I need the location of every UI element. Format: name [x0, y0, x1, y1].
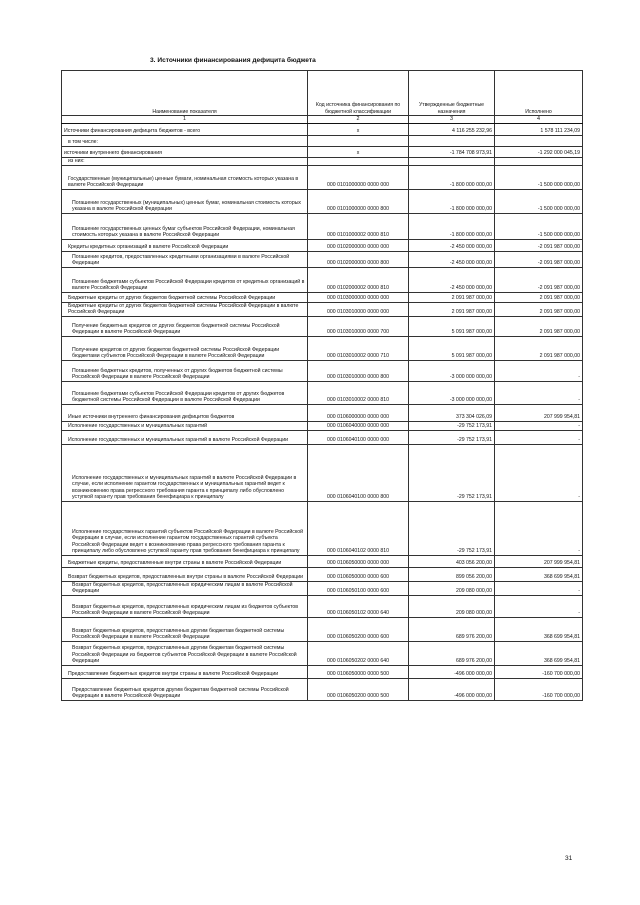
source-code: 000 0103010002 0000 810 [308, 381, 409, 404]
approved-amount: -2 450 000 000,00 [409, 267, 495, 292]
table-row [62, 336, 583, 360]
executed-amount: 207 999 954,81 [495, 555, 583, 567]
source-code [308, 157, 409, 165]
approved-amount: -29 752 173,91 [409, 444, 495, 501]
source-code: 000 0106050202 0000 640 [308, 641, 409, 665]
executed-amount: - [495, 381, 583, 404]
approved-amount: 2 091 987 000,00 [409, 292, 495, 302]
indicator-name: Погашение государственных ценных бумаг субъектов Российской Федерации, номинальная стоимость которых указана в валюте Российской Федерации [62, 213, 308, 239]
indicator-name: Возврат бюджетных кредитов, предоставленных юридическим лицам из бюджетов субъектов Российской Федерации в валюте Российской Федерации [62, 595, 308, 617]
approved-amount: 209 080 000,00 [409, 581, 495, 595]
indicator-name: источники внутреннего финансирования [62, 146, 308, 157]
indicator-name: Исполнение государственных и муниципальных гарантий в валюте Российской Федерации в случае, если исполнение гарантом государственных и муниципальных гарантий ведет к возникновению права регрессного требования гаранта к принципалу либо обусловлено уступкой гаранту прав требования бенефициара к принципалу [62, 444, 308, 501]
indicator-name: Возврат бюджетных кредитов, предоставленных другим бюджетам бюджетной системы Российской Федерации в валюте Российской Федерации [62, 617, 308, 641]
executed-amount: 368 699 954,81 [495, 617, 583, 641]
source-code: 000 0106040000 0000 000 [308, 421, 409, 430]
approved-amount: -1 800 000 000,00 [409, 213, 495, 239]
approved-amount: -1 784 708 973,91 [409, 146, 495, 157]
source-code: 000 0102000000 0000 000 [308, 239, 409, 251]
approved-amount [409, 135, 495, 146]
executed-amount: - [495, 444, 583, 501]
table-row [62, 165, 583, 189]
approved-amount: 373 304 026,09 [409, 404, 495, 421]
executed-amount: -2 091 987 000,00 [495, 239, 583, 251]
approved-amount: 689 976 200,00 [409, 641, 495, 665]
indicator-name: Возврат бюджетных кредитов, предоставленных юридическим лицам в валюте Российской Федерации [62, 581, 308, 595]
source-code: 000 0103010002 0000 710 [308, 336, 409, 360]
executed-amount [495, 157, 583, 165]
executed-amount: -1 500 000 000,00 [495, 189, 583, 213]
table-row [62, 292, 583, 302]
table-row [62, 617, 583, 641]
executed-amount: -160 700 000,00 [495, 665, 583, 678]
source-code: 000 0101000000 0000 000 [308, 165, 409, 189]
approved-amount: 899 056 200,00 [409, 567, 495, 581]
source-code: 000 0106050200 0000 500 [308, 678, 409, 700]
source-code: 000 0106040102 0000 810 [308, 501, 409, 555]
approved-amount: -1 800 000 000,00 [409, 165, 495, 189]
source-code: 000 0101000000 0000 800 [308, 189, 409, 213]
source-code: x [308, 123, 409, 135]
executed-amount: - [495, 421, 583, 430]
approved-amount: -496 000 000,00 [409, 678, 495, 700]
executed-amount: -1 292 000 045,19 [495, 146, 583, 157]
approved-amount: -3 000 000 000,00 [409, 381, 495, 404]
approved-amount: -1 800 000 000,00 [409, 189, 495, 213]
executed-amount: - [495, 501, 583, 555]
indicator-name: Источники финансирования дефицита бюджетов - всего [62, 123, 308, 135]
table-row [62, 641, 583, 665]
table-row [62, 146, 583, 157]
approved-amount: 4 116 255 232,96 [409, 123, 495, 135]
table-row [62, 316, 583, 336]
source-code: 000 0101000002 0000 810 [308, 213, 409, 239]
source-code: 000 0106050102 0000 640 [308, 595, 409, 617]
column-number: 3 [409, 116, 495, 124]
indicator-name: Иные источники внутреннего финансирования дефицитов бюджетов [62, 404, 308, 421]
source-code: 000 0106050200 0000 600 [308, 617, 409, 641]
approved-amount [409, 157, 495, 165]
approved-amount: -496 000 000,00 [409, 665, 495, 678]
indicator-name: Погашение бюджетами субъектов Российской Федерации кредитов от кредитных организаций в валюте Российской Федерации [62, 267, 308, 292]
source-code: 000 0103010000 0000 700 [308, 316, 409, 336]
approved-amount: 403 056 200,00 [409, 555, 495, 567]
executed-amount: -1 500 000 000,00 [495, 165, 583, 189]
section-title: 3. Источники финансирования дефицита бюджета [150, 57, 316, 64]
table-row [62, 123, 583, 135]
table-row [62, 404, 583, 421]
page-number: 31 [565, 855, 573, 862]
indicator-name: Исполнение государственных гарантий субъектов Российской Федерации в валюте Российской Федерации в случае, если исполнение гарантом государственных гарантий субъекта Российской Федерации ведет к возникновению права регрессного требования гаранта к принципалу либо обусловлено уступкой гаранту прав требования бенефициара к принципалу [62, 501, 308, 555]
table-column-numbers-row [62, 116, 583, 124]
table-row [62, 567, 583, 581]
executed-amount: - [495, 430, 583, 444]
indicator-name: Погашение бюджетных кредитов, полученных от других бюджетов бюджетной системы Российской Федерации в валюте Российской Федерации [62, 360, 308, 381]
header-approved: Утвержденные бюджетные назначения [409, 71, 495, 116]
table-row [62, 678, 583, 700]
table-row [62, 444, 583, 501]
indicator-name: Предоставление бюджетных кредитов другим бюджетам бюджетной системы Российской Федерации в валюте Российской Федерации [62, 678, 308, 700]
source-code: 000 0106040100 0000 000 [308, 430, 409, 444]
executed-amount: -2 091 987 000,00 [495, 267, 583, 292]
indicator-name: Кредиты кредитных организаций в валюте Российской Федерации [62, 239, 308, 251]
table-row [62, 421, 583, 430]
executed-amount: 368 699 954,81 [495, 567, 583, 581]
indicator-name: Исполнение государственных и муниципальных гарантий [62, 421, 308, 430]
indicator-name: Государственные (муниципальные) ценные бумаги, номинальная стоимость которых указана в валюте Российской Федерации [62, 165, 308, 189]
indicator-name: Получение бюджетных кредитов от других бюджетов бюджетной системы Российской Федерации в валюте Российской Федерации [62, 316, 308, 336]
source-code: 000 0103010000 0000 800 [308, 360, 409, 381]
source-code: 000 0106050000 0000 000 [308, 555, 409, 567]
executed-amount: 2 091 987 000,00 [495, 292, 583, 302]
table-body [62, 123, 583, 700]
header-source-code: Код источника финансирования по бюджетной классификации [308, 71, 409, 116]
table-row [62, 239, 583, 251]
source-code: 000 0103000000 0000 000 [308, 292, 409, 302]
source-code: 000 0106050100 0000 600 [308, 581, 409, 595]
table-row [62, 501, 583, 555]
source-code: 000 0106000000 0000 000 [308, 404, 409, 421]
indicator-name: Получение кредитов от других бюджетов бюджетной системы Российской Федерации бюджетами субъектов Российской Федерации в валюте Российской Федерации [62, 336, 308, 360]
executed-amount: -2 091 987 000,00 [495, 251, 583, 267]
column-number: 4 [495, 116, 583, 124]
table-row [62, 430, 583, 444]
indicator-name: Бюджетные кредиты от других бюджетов бюджетной системы Российской Федерации в валюте Российской Федерации [62, 302, 308, 316]
executed-amount [495, 135, 583, 146]
table-row [62, 595, 583, 617]
executed-amount: 1 578 111 234,09 [495, 123, 583, 135]
header-indicator-name: Наименование показателя [62, 71, 308, 116]
source-code: 000 0106040100 0000 800 [308, 444, 409, 501]
executed-amount: -160 700 000,00 [495, 678, 583, 700]
executed-amount: 2 091 987 000,00 [495, 316, 583, 336]
table-row [62, 189, 583, 213]
indicator-name: Погашение государственных (муниципальных) ценных бумаг, номинальная стоимость которых указана в валюте Российской Федерации [62, 189, 308, 213]
indicator-name: Погашение кредитов, предоставленных кредитными организациями в валюте Российской Федерации [62, 251, 308, 267]
funding-sources-table [61, 70, 583, 701]
indicator-name: Предоставление бюджетных кредитов внутри страны в валюте Российской Федерации [62, 665, 308, 678]
indicator-name: из них: [62, 157, 308, 165]
header-executed: Исполнено [495, 71, 583, 116]
source-code: 000 0103010000 0000 000 [308, 302, 409, 316]
table-row [62, 213, 583, 239]
approved-amount: -29 752 173,91 [409, 430, 495, 444]
source-code: x [308, 146, 409, 157]
executed-amount: -1 500 000 000,00 [495, 213, 583, 239]
table-row [62, 665, 583, 678]
source-code: 000 0106050000 0000 600 [308, 567, 409, 581]
approved-amount: 5 091 987 000,00 [409, 316, 495, 336]
column-number: 2 [308, 116, 409, 124]
source-code [308, 135, 409, 146]
executed-amount: - [495, 581, 583, 595]
column-number: 1 [62, 116, 308, 124]
source-code: 000 0106050000 0000 500 [308, 665, 409, 678]
executed-amount: 368 699 954,81 [495, 641, 583, 665]
indicator-name: в том числе: [62, 135, 308, 146]
approved-amount: 689 976 200,00 [409, 617, 495, 641]
approved-amount: -29 752 173,91 [409, 501, 495, 555]
indicator-name: Бюджетные кредиты от других бюджетов бюджетной системы Российской Федерации [62, 292, 308, 302]
indicator-name: Возврат бюджетных кредитов, предоставленных другим бюджетам бюджетной системы Российской Федерации из бюджетов субъектов Российской Федерации в валюте Российской Федерации [62, 641, 308, 665]
executed-amount: - [495, 360, 583, 381]
table-row [62, 302, 583, 316]
approved-amount: 5 091 987 000,00 [409, 336, 495, 360]
approved-amount: 209 080 000,00 [409, 595, 495, 617]
executed-amount: 2 091 987 000,00 [495, 336, 583, 360]
approved-amount: -2 450 000 000,00 [409, 251, 495, 267]
executed-amount: 207 999 954,81 [495, 404, 583, 421]
source-code: 000 0102000002 0000 810 [308, 267, 409, 292]
table-header-row [62, 71, 583, 116]
executed-amount: 2 091 987 000,00 [495, 302, 583, 316]
indicator-name: Погашение бюджетами субъектов Российской Федерации кредитов от других бюджетов бюджетной системы Российской Федерации в валюте Российской Федерации [62, 381, 308, 404]
indicator-name: Возврат бюджетных кредитов, предоставленных внутри страны в валюте Российской Федерации [62, 567, 308, 581]
indicator-name: Бюджетные кредиты, предоставленные внутри страны в валюте Российской Федерации [62, 555, 308, 567]
table-row [62, 555, 583, 567]
source-code: 000 0102000000 0000 800 [308, 251, 409, 267]
table-row [62, 157, 583, 165]
table-row [62, 581, 583, 595]
table-row [62, 360, 583, 381]
table-row [62, 251, 583, 267]
indicator-name: Исполнение государственных и муниципальных гарантий в валюте Российской Федерации [62, 430, 308, 444]
approved-amount: 2 091 987 000,00 [409, 302, 495, 316]
approved-amount: -2 450 000 000,00 [409, 239, 495, 251]
approved-amount: -3 000 000 000,00 [409, 360, 495, 381]
table-row [62, 267, 583, 292]
approved-amount: -29 752 173,91 [409, 421, 495, 430]
executed-amount: - [495, 595, 583, 617]
table-row [62, 135, 583, 146]
table-row [62, 381, 583, 404]
